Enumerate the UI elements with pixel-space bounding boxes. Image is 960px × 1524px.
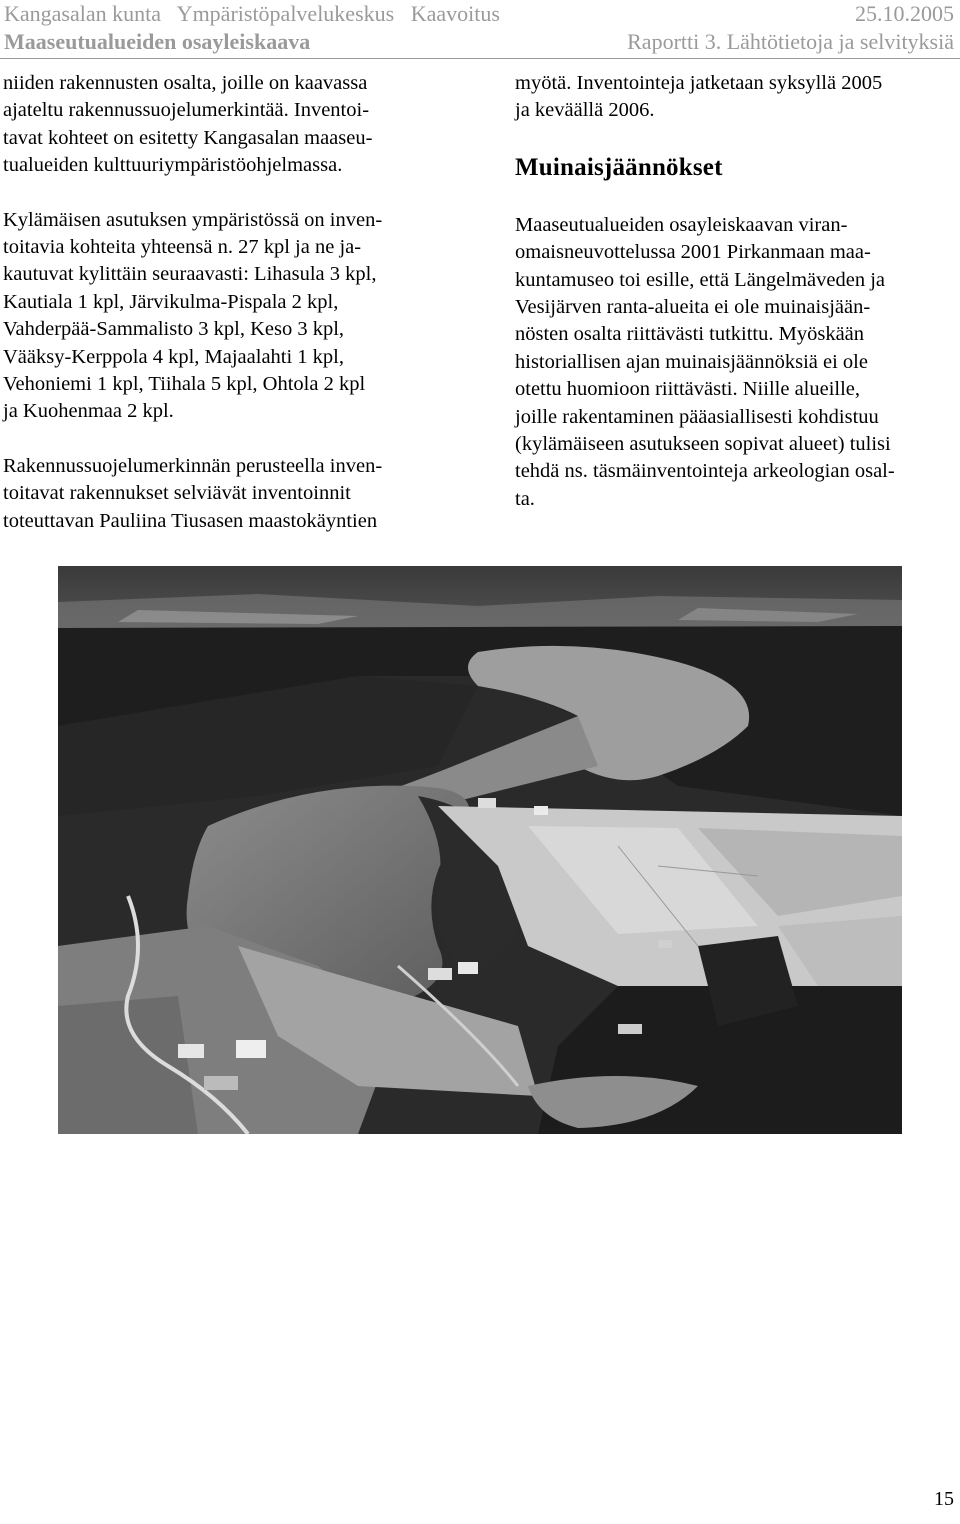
header-report-title: Raportti 3. Lähtötietoja ja selvityksiä bbox=[627, 29, 954, 54]
right-text-column bbox=[515, 70, 955, 540]
right-paragraph-1: myötä. Inventointeja jatketaan syksyllä 2005 ja keväällä 2006. bbox=[515, 72, 883, 122]
aerial-landscape-photo bbox=[58, 566, 902, 1134]
page-header-right bbox=[627, 0, 954, 56]
left-paragraph-1: niiden rakennusten osalta, joille on kaavassa ajateltu rakennussuojelumerkintää. Inventoi- tavat kohteet on esitetty Kangasalan maaseu- tualueiden kulttuuriympäristöohjelmassa. bbox=[3, 72, 373, 177]
section-heading: Muinaisjäännökset bbox=[515, 153, 723, 181]
left-paragraph-3: Rakennussuojelumerkinnän perusteella inven- toitavat rakennukset selviävät inventoinnit toteuttavan Pauliina Tiusasen maastokäyntien bbox=[3, 454, 383, 532]
right-paragraph-2: Maaseutualueiden osayleiskaavan viran- omaisneuvottelussa 2001 Pirkanmaan maa- kuntamuseo toi esille, että Längelmäveden ja Vesijärven ranta-alueita ei ole muinaisjään- nösten osalta riittävästi tutkittu. Myöskään historiallisen ajan muinaisjäännöksiä ei ole otettu huomioon riittävästi. Niille alueille, joille rakentaminen pääasiallisesti kohdistuu (kylämäiseen asutukseen sopivat alueet) tulisi tehdä ns. täsmäinventointeja arkeologian osal- ta. bbox=[515, 213, 895, 510]
aerial-photo-illustration bbox=[58, 566, 902, 1134]
header-organization: Kangasalan kunta Ympäristöpalvelukeskus Kaavoitus bbox=[4, 1, 500, 26]
page-header-left bbox=[4, 0, 500, 56]
header-divider bbox=[0, 58, 960, 59]
left-paragraph-2: Kylämäisen asutuksen ympäristössä on inven- toitavia kohteita yhteensä n. 27 kpl ja ne ja- kautuvat kylittäin seuraavasti: Lihasula 3 kpl, Kautiala 1 kpl, Järvikulma-Pispala 2 kpl, Vahderpää-Sammalisto 3 kpl, Keso 3 kpl, Vääksy-Kerppola 4 kpl, Majaalahti 1 kpl, Vehoniemi 1 kpl, Tiihala 5 kpl, Ohtola 2 kpl ja Kuohenmaa 2 kpl. bbox=[3, 208, 383, 423]
header-document-title: Maaseutualueiden osayleiskaava bbox=[4, 29, 311, 54]
header-date: 25.10.2005 bbox=[855, 1, 954, 26]
page-number: 15 bbox=[934, 1488, 954, 1510]
left-text-column bbox=[3, 70, 455, 562]
